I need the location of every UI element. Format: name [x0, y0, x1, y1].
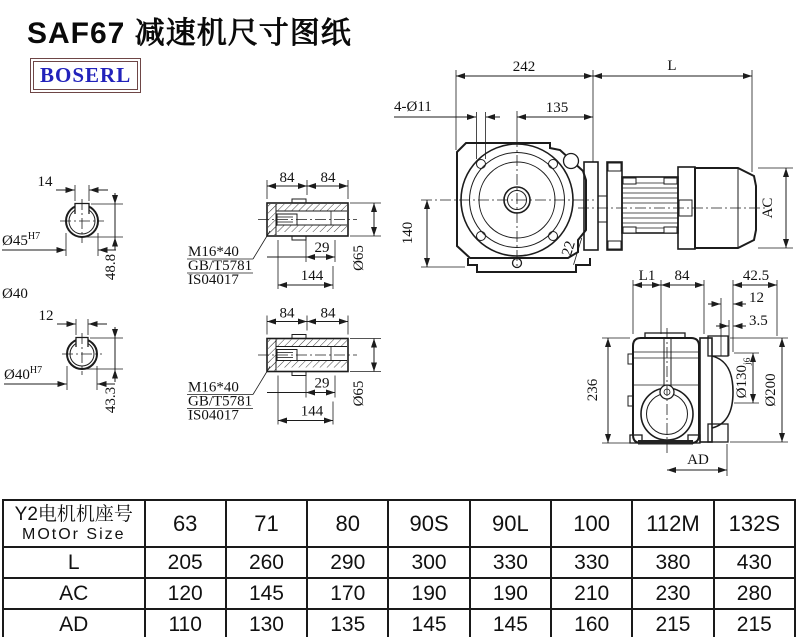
dim-height-236: 236	[585, 378, 601, 402]
col-100: 100	[551, 500, 632, 547]
col-80: 80	[307, 500, 388, 547]
motor-flange	[607, 162, 622, 250]
dim-3-5: 3.5	[749, 313, 768, 329]
cell: 190	[470, 578, 551, 609]
dim-flange-dia: Ø200	[763, 373, 779, 407]
cell: 205	[145, 547, 226, 578]
dim-key-height-40: 43.3	[103, 386, 119, 414]
standard-gb: GB/T5781	[188, 258, 253, 274]
table-row-AC	[3, 578, 795, 609]
cell: 120	[145, 578, 226, 609]
dim-seg-b: 84	[320, 305, 336, 322]
cell: 290	[307, 547, 388, 578]
dim-key-width-40: 12	[38, 308, 54, 324]
dim-motor-height: AC	[760, 197, 776, 219]
table-row-AD	[3, 609, 795, 637]
motor-stator	[622, 177, 678, 233]
dim-flange-offset: 135	[545, 100, 569, 116]
cell: 170	[307, 578, 388, 609]
header-cn: Y2电机机座号	[14, 503, 133, 525]
mount-hole	[477, 232, 486, 241]
dim-mount-holes: 4-Ø11	[394, 99, 432, 115]
cell: 330	[551, 547, 632, 578]
motor-dome	[712, 356, 733, 428]
dim-84: 84	[674, 268, 690, 284]
cell: 145	[226, 578, 307, 609]
cell: 130	[226, 609, 307, 637]
col-90s: 90S	[388, 500, 469, 547]
dim-l1: L1	[638, 268, 656, 284]
row-label-AD: AD	[3, 609, 145, 637]
motor-fins	[622, 183, 678, 228]
cell: 230	[632, 578, 713, 609]
motor-size-table	[2, 499, 796, 637]
motor-adapter-plate	[700, 338, 712, 442]
header-en: MOtOr Size	[21, 525, 126, 543]
gearbox-base	[468, 258, 590, 272]
row-label-L: L	[3, 547, 145, 578]
dim-step-group	[557, 233, 581, 265]
dim-length: 144	[300, 403, 324, 420]
dim-step: 22	[559, 239, 579, 259]
standard-iso: IS04017	[188, 407, 239, 424]
dim-key-height-45: 48.8	[103, 253, 119, 281]
col-112m: 112M	[632, 500, 713, 547]
dim-seg-a: 84	[279, 170, 295, 186]
dim-seg-a: 84	[279, 305, 295, 322]
mount-hole	[549, 232, 558, 241]
cell: 430	[714, 547, 795, 578]
hollow-shaft-view-bottom	[187, 306, 381, 425]
brand-logo: BOSERL	[30, 58, 141, 93]
main-view	[394, 58, 793, 272]
cell: 145	[388, 609, 469, 637]
thread-callout: M16*40	[188, 379, 239, 396]
page-title: SAF67 减速机尺寸图纸	[27, 17, 352, 50]
dim-outer-dia: Ø65	[351, 380, 367, 407]
cell: 160	[551, 609, 632, 637]
dim-spigot-dia: $Ø130_{j6}$	[734, 357, 753, 399]
dim-12: 12	[749, 290, 764, 306]
cell: 215	[632, 609, 713, 637]
cell: 210	[551, 578, 632, 609]
cell: 260	[226, 547, 307, 578]
dim-housing-width: 242	[512, 59, 536, 75]
motor-size-header	[3, 500, 145, 547]
standard-iso: IS04017	[188, 272, 239, 288]
dim-center-height: 140	[400, 221, 416, 245]
dim-motor-length: L	[667, 58, 677, 74]
cell: 330	[470, 547, 551, 578]
row-label-AC: AC	[3, 578, 145, 609]
cell: 380	[632, 547, 713, 578]
eye-hole	[564, 154, 579, 169]
col-132s: 132S	[714, 500, 795, 547]
cell: 110	[145, 609, 226, 637]
col-63: 63	[145, 500, 226, 547]
dim-bore-40: $Ø40^{H7}$	[4, 365, 43, 383]
dim-42-5: 42.5	[742, 268, 770, 284]
thread-callout: M16*40	[188, 244, 239, 260]
cell: 145	[470, 609, 551, 637]
table-header-row	[3, 500, 795, 547]
dim-outer-dia: Ø65	[351, 245, 367, 271]
shaft-cross-section-45	[2, 174, 123, 280]
dim-ad: AD	[687, 452, 709, 468]
mount-hole	[549, 160, 558, 169]
col-71: 71	[226, 500, 307, 547]
cell: 190	[388, 578, 469, 609]
cell: 135	[307, 609, 388, 637]
dim-thread-depth: 29	[314, 375, 330, 392]
dim-seg-b: 84	[320, 170, 336, 186]
dim-bore-45: $Ø45^{H7}$	[2, 231, 41, 249]
dim-thread-depth: 29	[314, 240, 330, 256]
cell: 215	[714, 609, 795, 637]
standard-gb: GB/T5781	[188, 393, 253, 410]
mount-hole	[477, 160, 486, 169]
table-row-L	[3, 547, 795, 578]
dim-key-width-45: 14	[37, 174, 53, 190]
bore-diameter-label: Ø40	[2, 286, 28, 302]
side-view	[585, 268, 788, 476]
hollow-shaft-view-top	[187, 170, 381, 289]
dim-length: 144	[300, 268, 324, 284]
shaft-cross-section-40	[4, 308, 123, 413]
cell: 280	[714, 578, 795, 609]
cell: 300	[388, 547, 469, 578]
col-90l: 90L	[470, 500, 551, 547]
